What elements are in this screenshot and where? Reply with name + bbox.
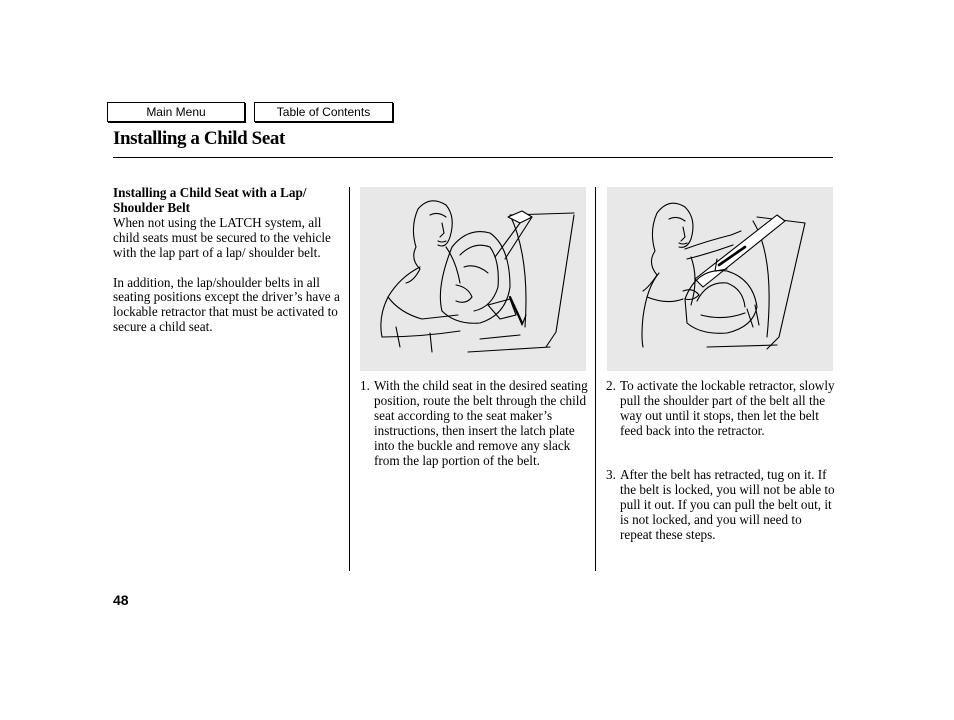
step-text: With the child seat in the desired seating position, route the belt through the child seat according to the seat maker’s instructions, then insert the latch plate into the buckle and remove any slack from the lap portion of the belt. — [374, 378, 588, 468]
illustration-pull-shoulder-belt — [607, 187, 833, 371]
woman-installing-seat-illustration — [360, 187, 586, 371]
illustration-buckle-belt — [360, 187, 586, 371]
step-text: To activate the lockable retractor, slowly pull the shoulder part of the belt all the way out until it stops, then let the belt feed back into the retractor. — [620, 378, 835, 438]
woman-pulling-belt-illustration — [607, 187, 833, 371]
main-menu-button[interactable]: Main Menu — [107, 102, 245, 122]
column-divider-1 — [349, 187, 350, 571]
intro-paragraph-1: When not using the LATCH system, all child seats must be secured to the vehicle with the lap part of a lap/ shoulder belt. — [113, 214, 331, 260]
intro-paragraph-2: In addition, the lap/shoulder belts in all seating positions except the driver’s have a lockable retractor that must be activated to secure a child seat. — [113, 274, 340, 335]
step-1 — [360, 379, 590, 468]
step-number: 3. — [606, 467, 616, 482]
page-number: 48 — [113, 592, 129, 608]
title-divider — [113, 157, 833, 158]
table-of-contents-button[interactable]: Table of Contents — [254, 102, 393, 122]
step-number: 1. — [360, 378, 370, 393]
page-title: Installing a Child Seat — [113, 128, 285, 149]
section-subheading: Installing a Child Seat with a Lap/ Shoulder Belt — [113, 185, 307, 215]
step-number: 2. — [606, 378, 616, 393]
step-3 — [606, 468, 836, 543]
step-2 — [606, 379, 836, 439]
intro-column — [113, 186, 343, 335]
step-text: After the belt has retracted, tug on it. If the belt is locked, you will not be able to pull it out. If you can pull the belt out, it is not locked, and you will need to repeat these steps. — [620, 467, 835, 542]
column-divider-2 — [595, 187, 596, 571]
